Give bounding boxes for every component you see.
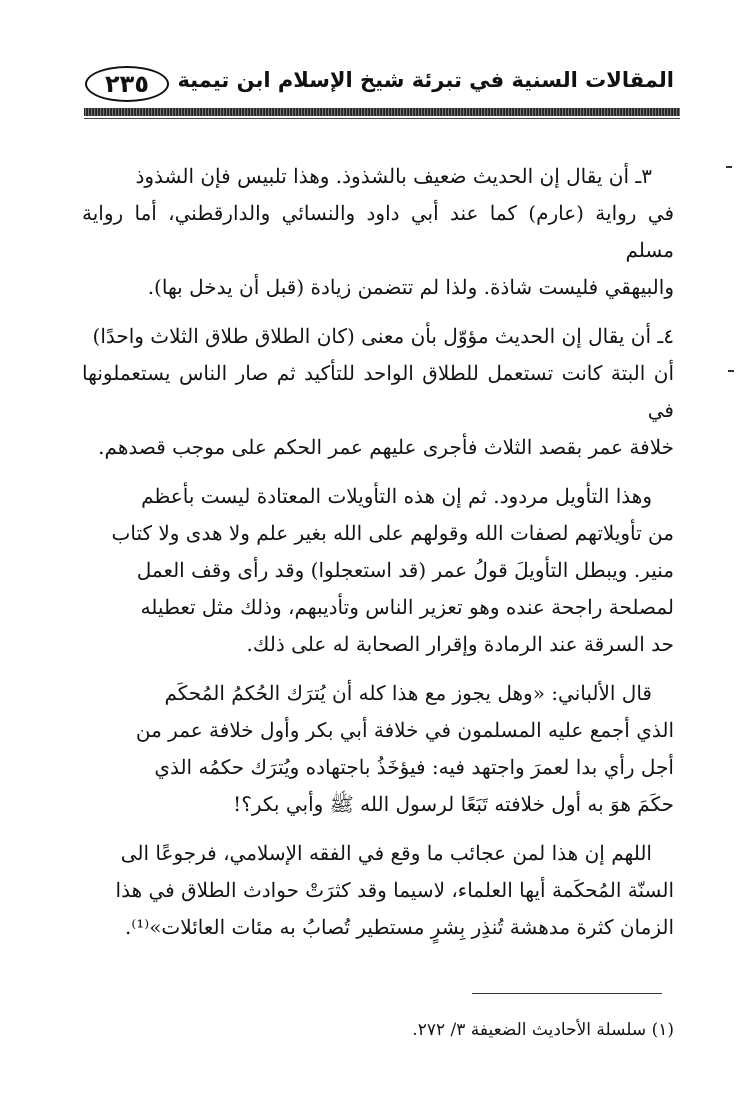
- footnote-rule: [472, 993, 662, 994]
- text-line: حكَمَ هوَ به أول خلافته تَبَعًا لرسول الله ﷺ وأبي بكر؟!: [233, 792, 674, 816]
- paragraph-albani-quote: [82, 675, 674, 823]
- margin-mark: [726, 166, 732, 168]
- text-line: خلافة عمر بقصد الثلاث فأجرى عليهم عمر الحكم على موجب قصدهم.: [98, 435, 674, 459]
- text-line: اللهم إن هذا لمن عجائب ما وقع في الفقه الإسلامي، فرجوعًا الى: [120, 841, 652, 865]
- body-text: [82, 158, 674, 958]
- paragraph-rebuttal: [82, 478, 674, 663]
- text-line: وهذا التأويل مردود. ثم إن هذه التأويلات المعتادة ليست بأعظم: [141, 484, 652, 508]
- paragraph-point-3: [82, 158, 674, 306]
- text-line: والبيهقي فليست شاذة. ولذا لم تتضمن زيادة (قبل أن يدخل بها).: [147, 275, 674, 299]
- running-title: المقالات السنية في تبرئة شيخ الإسلام ابن تيمية: [177, 68, 674, 92]
- text-line: الزمان كثرة مدهشة تُنذِر بِشرٍ مستطير تُصابُ به مئات العائلات»⁽¹⁾.: [124, 915, 674, 939]
- footnote: (١) سلسلة الأحاديث الضعيفة ٣/ ٢٧٢.: [412, 1020, 674, 1040]
- paragraph-conclusion: [82, 835, 674, 946]
- text-line: ٤ـ أن يقال إن الحديث مؤوّل بأن معنى (كان الطلاق طلاق الثلاث واحدًا): [92, 324, 674, 348]
- text-line: منير. ويبطل التأويلَ قولُ عمر (قد استعجلوا) وقد رأى وقف العمل: [136, 558, 674, 582]
- text-line: ٣ـ أن يقال إن الحديث ضعيف بالشذوذ. وهذا تلبيس فإن الشذوذ: [135, 164, 652, 188]
- text-line: حد السرقة عند الرمادة وإقرار الصحابة له على ذلك.: [246, 632, 674, 656]
- text-line: الذي أجمع عليه المسلمون في خلافة أبي بكر وأول خلافة عمر من: [135, 718, 674, 742]
- margin-mark: [728, 370, 734, 372]
- page-number: ٢٣٥: [85, 66, 169, 102]
- text-line: في رواية (عارم) كما عند أبي داود والنسائي والدارقطني، أما رواية مسلم: [82, 201, 674, 262]
- text-line: أجل رأي بدا لعمرَ واجتهد فيه: فيؤخَذُ باجتهاده ويُترَك حكمُه الذي: [154, 755, 674, 779]
- text-line: السنّة المُحكَمة أيها العلماء، لاسيما وقد كثرَتْ حوادث الطلاق في هذا: [115, 878, 674, 902]
- paragraph-point-4: [82, 318, 674, 466]
- text-line: من تأويلاتهم لصفات الله وقولهم على الله بغير علم ولا هدى ولا كتاب: [111, 521, 674, 545]
- text-line: أن البتة كانت تستعمل للطلاق الواحد للتأكيد ثم صار الناس يستعملونها في: [82, 361, 674, 422]
- text-line: لمصلحة راجحة عنده وهو تعزير الناس وتأديبهم، وذلك مثل تعطيله: [140, 595, 674, 619]
- header-rule: [84, 108, 680, 116]
- text-line: قال الألباني: «وهل يجوز مع هذا كله أن يُترَك الحُكمُ المُحكَم: [164, 681, 652, 705]
